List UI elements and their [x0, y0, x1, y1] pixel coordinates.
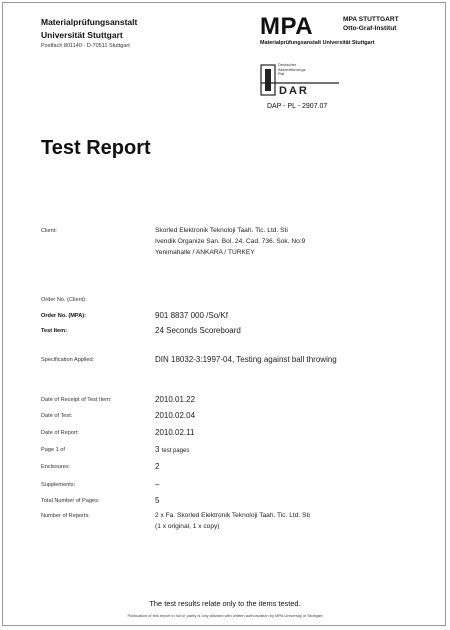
order-no-mpa-value: 901 8837 000 /So/Kf — [155, 311, 228, 320]
number-of-reports-label: Number of Reports: — [41, 513, 90, 519]
postal-address: Postfach 801140 · D-70511 Stuttgart — [41, 43, 130, 49]
report-page — [2, 2, 446, 626]
client-line-2: Ivendik Organize San. Bol. 24. Cad. 736. Sok. No:9 — [155, 238, 306, 245]
dar-caption: Deutscher Akkreditierungs Rat — [278, 62, 306, 77]
supplements-value: – — [155, 480, 160, 489]
supplements-label: Supplements: — [41, 482, 76, 488]
number-of-reports-detail: (1 x original, 1 x copy) — [155, 523, 220, 530]
test-item-label: Test Item: — [41, 328, 68, 334]
institution-name: Materialprüfungsanstalt — [41, 17, 138, 27]
footer-note: The test results relate only to the items tested. — [149, 599, 301, 608]
report-date-label: Date of Report: — [41, 430, 79, 436]
enclosures-label: Enclosures: — [41, 464, 71, 470]
receipt-date-value: 2010.01.22 — [155, 395, 196, 404]
mpa-logo-institute: Otto-Graf-Institut — [343, 25, 397, 32]
university-name: Universität Stuttgart — [41, 30, 123, 40]
test-item-value: 24 Seconds Scoreboard — [155, 326, 241, 335]
page-title: Test Report — [41, 137, 151, 159]
client-line-3: Yenimahalle / ANKARA / TURKEY — [155, 249, 255, 256]
test-date-value: 2010.02.04 — [155, 411, 196, 420]
order-no-client-label: Order No. (Client): — [41, 297, 87, 303]
mpa-logo-tagline: Materialprüfungsanstalt Universität Stuttgart — [260, 40, 375, 46]
client-line-1: Skorled Elektronik Teknoloji Taah. Tic. Ltd. Sti — [155, 227, 288, 234]
specification-value: DIN 18032-3:1997-04, Testing against ball throwing — [155, 355, 337, 364]
number-of-reports-value: 2 x Fa. Skorled Elektronik Teknoloji Taah. Tic. Ltd. Sti — [155, 512, 310, 519]
enclosures-value: 2 — [155, 462, 160, 471]
total-pages-label: Total Number of Pages: — [41, 498, 100, 504]
page-of-value: 3 test pages — [155, 445, 190, 454]
mpa-logo: MPA — [260, 13, 314, 40]
report-date-value: 2010.02.11 — [155, 428, 195, 437]
total-pages-value: 5 — [155, 496, 160, 505]
order-no-mpa-label: Order No. (MPA): — [41, 313, 86, 319]
accreditation-code: DAP - PL - 2907.07 — [267, 103, 328, 110]
dar-mark-text: DAR — [279, 85, 309, 97]
footer-publication-notice: Publication of this report in full or partly is only allowed with written authorization by MPA University of Stuttgart — [127, 613, 323, 618]
page-of-label: Page 1 of — [41, 447, 65, 453]
specification-label: Specification Applied: — [41, 357, 95, 363]
mpa-logo-subtitle: MPA STUTTGART — [343, 16, 399, 23]
test-date-label: Date of Test: — [41, 413, 73, 419]
client-label: Client: — [41, 228, 57, 234]
receipt-date-label: Date of Receipt of Test Item: — [41, 397, 112, 403]
